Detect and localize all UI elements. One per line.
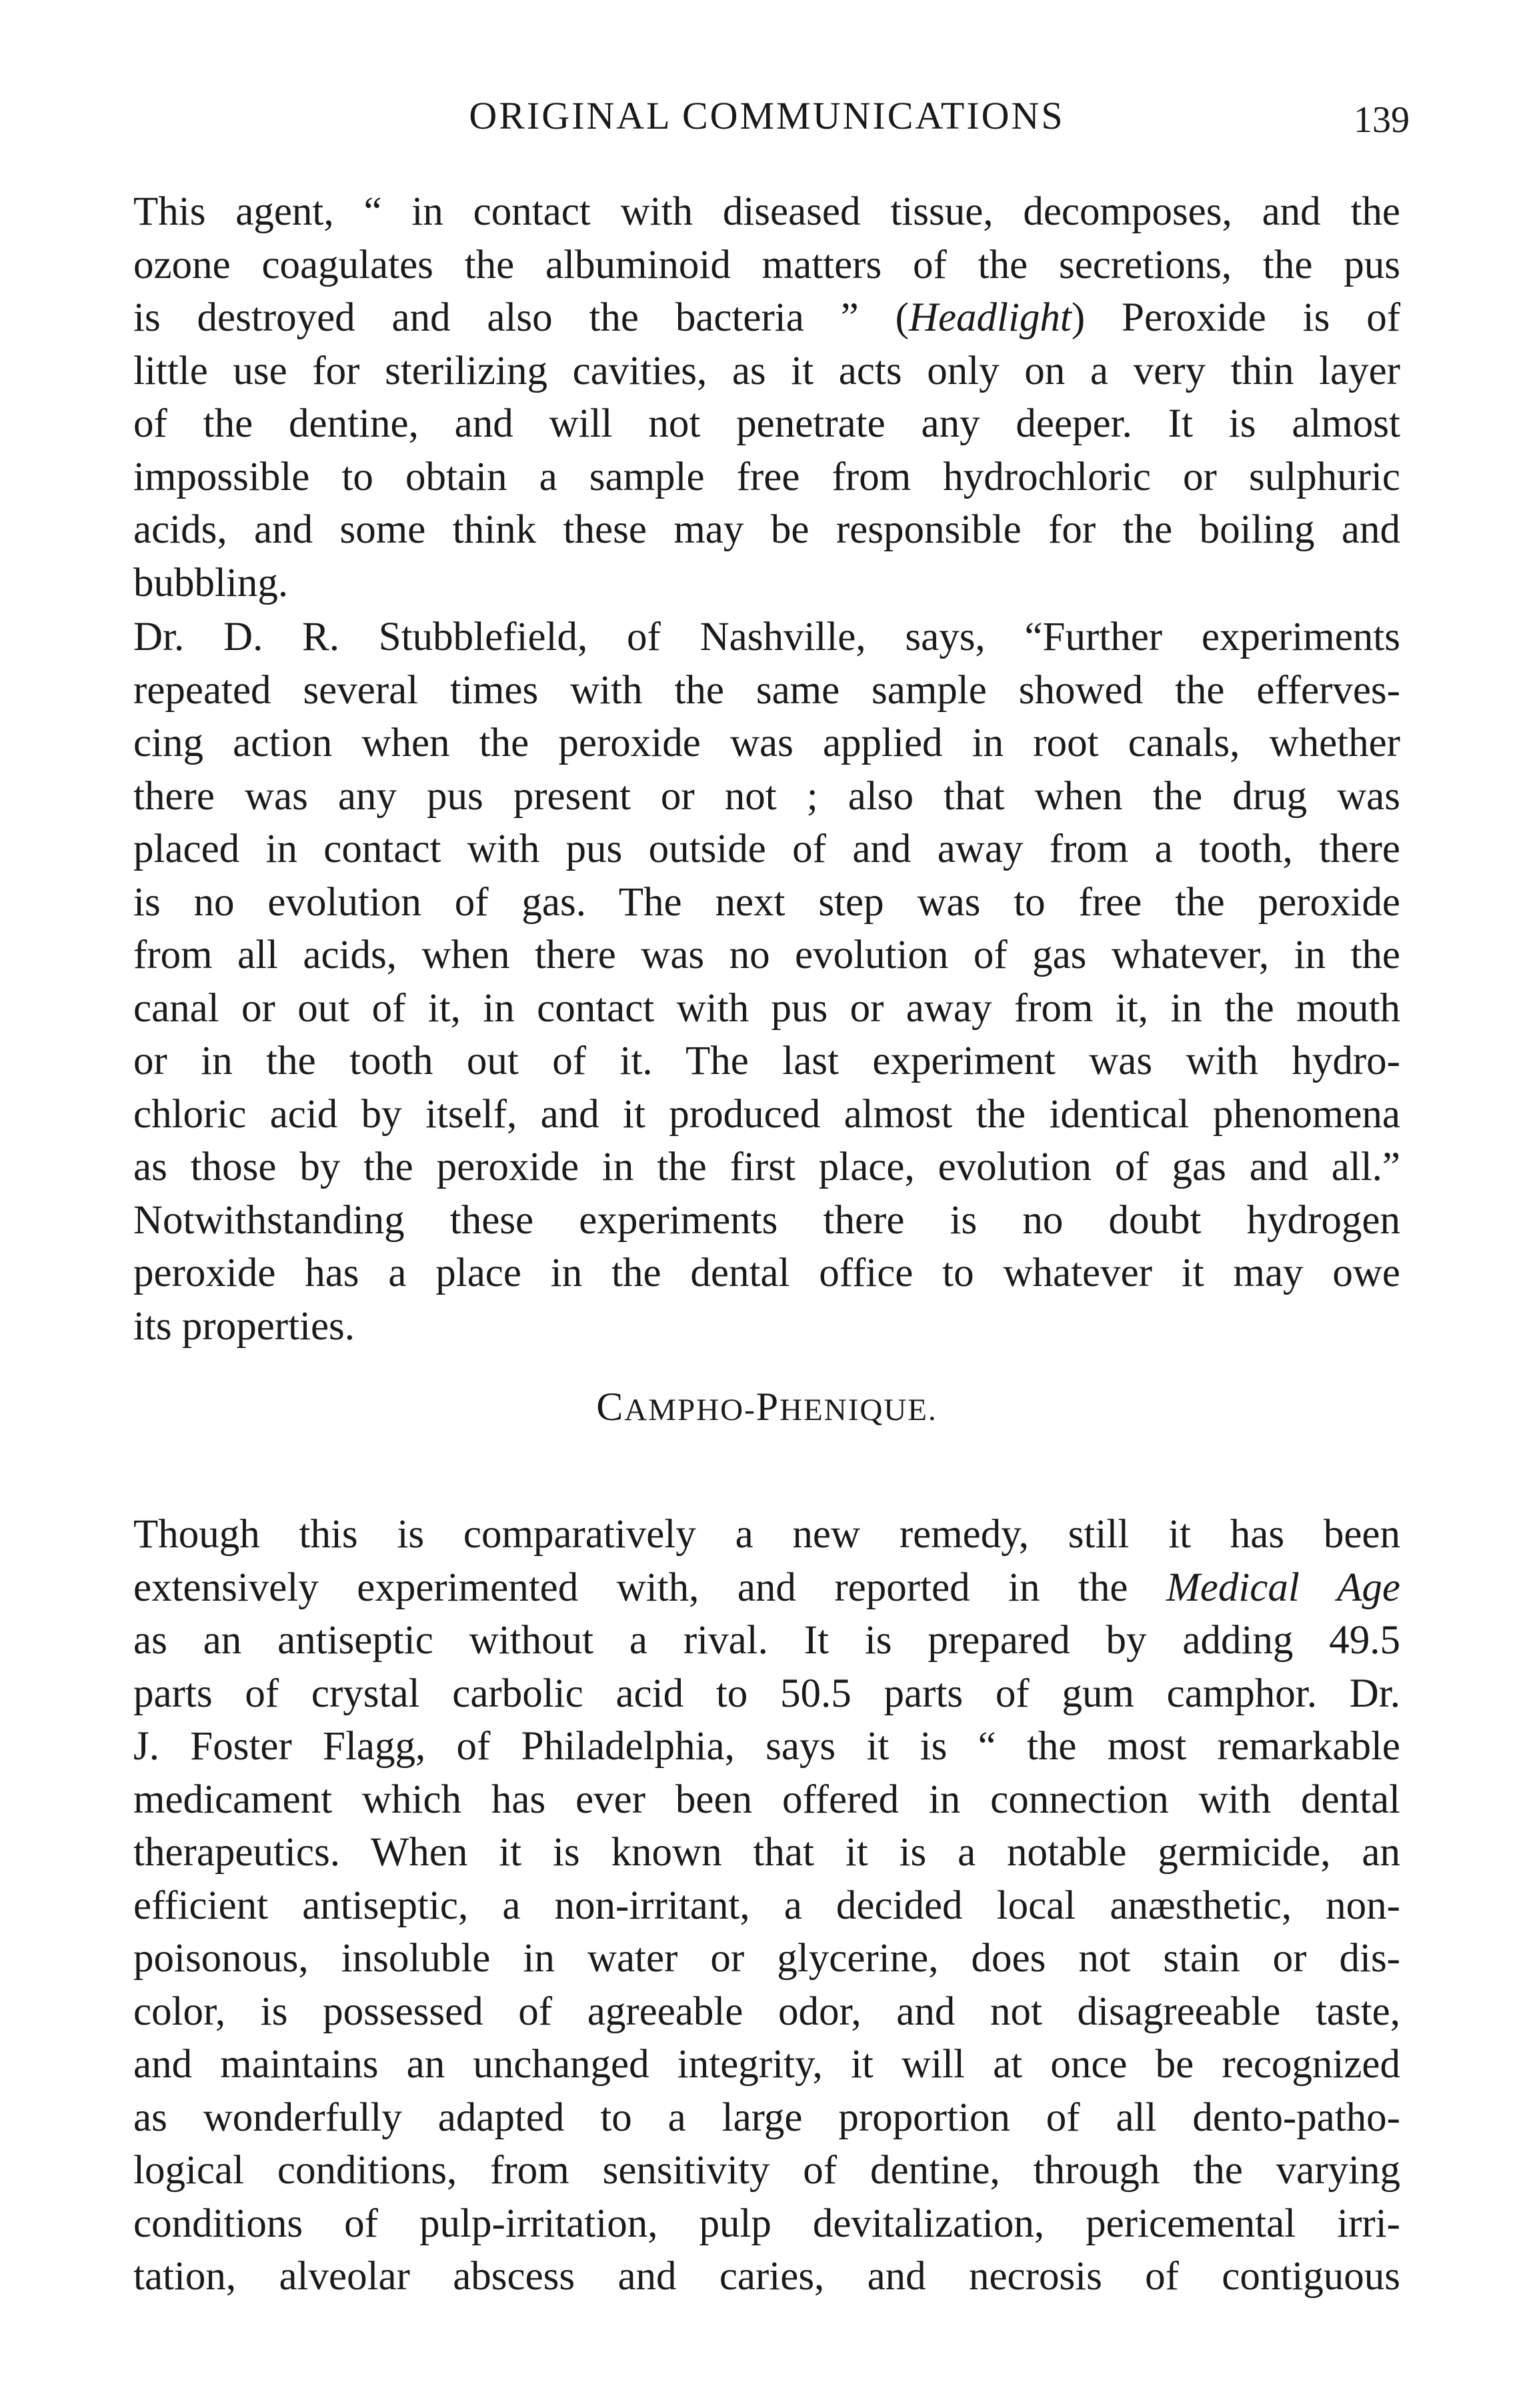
text-line: of the dentine, and will not penetrate any deeper. It is almost: [133, 401, 1400, 446]
text-line: canal or out of it, in contact with pus or away from it, in the mouth: [133, 985, 1400, 1031]
text-line: Though this is comparatively a new remedy, still it has been: [133, 1512, 1400, 1557]
text-line: This agent, “ in contact with diseased tissue, decomposes, and the: [133, 189, 1400, 234]
paragraph-stubblefield-quote: [133, 611, 1400, 1353]
text-line: placed in contact with pus outside of and away from a tooth, there: [133, 827, 1400, 871]
text-line: medicament which has ever been offered in connection with dental: [133, 1777, 1400, 1822]
paragraph-campho-phenique: [133, 1508, 1400, 2303]
text-line: chloric acid by itself, and it produced almost the identical phenomena: [133, 1091, 1400, 1137]
text-line: from all acids, when there was no evolution of gas whatever, in the: [133, 933, 1400, 977]
text-line: as those by the peroxide in the first place, evolution of gas and all.”: [133, 1145, 1400, 1189]
text-line: bubbling.: [133, 560, 289, 605]
text-line: tation, alveolar abscess and caries, and necrosis of contiguous: [133, 2254, 1400, 2299]
text-line: is no evolution of gas. The next step was to free the peroxide: [133, 879, 1400, 925]
text-line: parts of crystal carbolic acid to 50.5 parts of gum camphor. Dr.: [133, 1671, 1400, 1716]
text-line: little use for sterilizing cavities, as it acts only on a very thin layer: [133, 348, 1400, 393]
text-line: therapeutics. When it is known that it is a notable germicide, an: [133, 1830, 1400, 1875]
text-line: conditions of pulp-irritation, pulp devitalization, pericemental irri-: [133, 2201, 1400, 2246]
text-line: Dr. D. R. Stubblefield, of Nashville, says, “Further experiments: [133, 615, 1400, 659]
section-heading-text: CAMPHO-PHENIQUE.: [596, 1385, 938, 1429]
text-line: as wonderfully adapted to a large proportion of all dento-patho-: [133, 2095, 1400, 2140]
italic-title: Headlight: [908, 295, 1072, 340]
text-line: logical conditions, from sensitivity of dentine, through the varying: [133, 2148, 1400, 2193]
text-line: peroxide has a place in the dental office to whatever it may owe: [133, 1251, 1400, 1295]
paragraph-peroxide: [133, 185, 1400, 609]
text-line: extensively experimented with, and reported in the Medical Age: [133, 1565, 1401, 1610]
text-line: there was any pus present or not ; also that when the drug was: [133, 773, 1400, 819]
running-head: ORIGINAL COMMUNICATIONS: [469, 94, 1065, 137]
text-line: as an antiseptic without a rival. It is prepared by adding 49.5: [133, 1618, 1400, 1663]
text-line: Notwithstanding these experiments there is no doubt hydrogen: [133, 1197, 1400, 1243]
text-line: cing action when the peroxide was applied in root canals, whether: [133, 721, 1400, 765]
text-line: color, is possessed of agreeable odor, and not disagreeable taste,: [133, 1989, 1400, 2034]
page-number: 139: [1354, 99, 1410, 141]
text-line: is destroyed and also the bacteria ” (Headlight) Peroxide is of: [133, 295, 1401, 340]
text-line: ozone coagulates the albuminoid matters of the secretions, the pus: [133, 242, 1400, 287]
text-line: efficient antiseptic, a non-irritant, a decided local anæsthetic, non-: [133, 1883, 1400, 1928]
text-line: J. Foster Flagg, of Philadelphia, says it is “ the most remarkable: [133, 1724, 1400, 1769]
section-heading: [400, 1384, 1134, 1430]
text-line: its properties.: [133, 1303, 355, 1349]
text-line: acids, and some think these may be responsible for the boiling and: [133, 507, 1400, 552]
italic-title: Medical Age: [1166, 1565, 1401, 1610]
text-line: impossible to obtain a sample free from hydrochloric or sulphuric: [133, 454, 1400, 499]
text-line: or in the tooth out of it. The last experiment was with hydro-: [133, 1039, 1400, 1083]
text-line: poisonous, insoluble in water or glycerine, does not stain or dis-: [133, 1936, 1400, 1981]
text-line: repeated several times with the same sample showed the efferves-: [133, 667, 1400, 713]
text-line: and maintains an unchanged integrity, it will at once be recognized: [133, 2042, 1400, 2087]
